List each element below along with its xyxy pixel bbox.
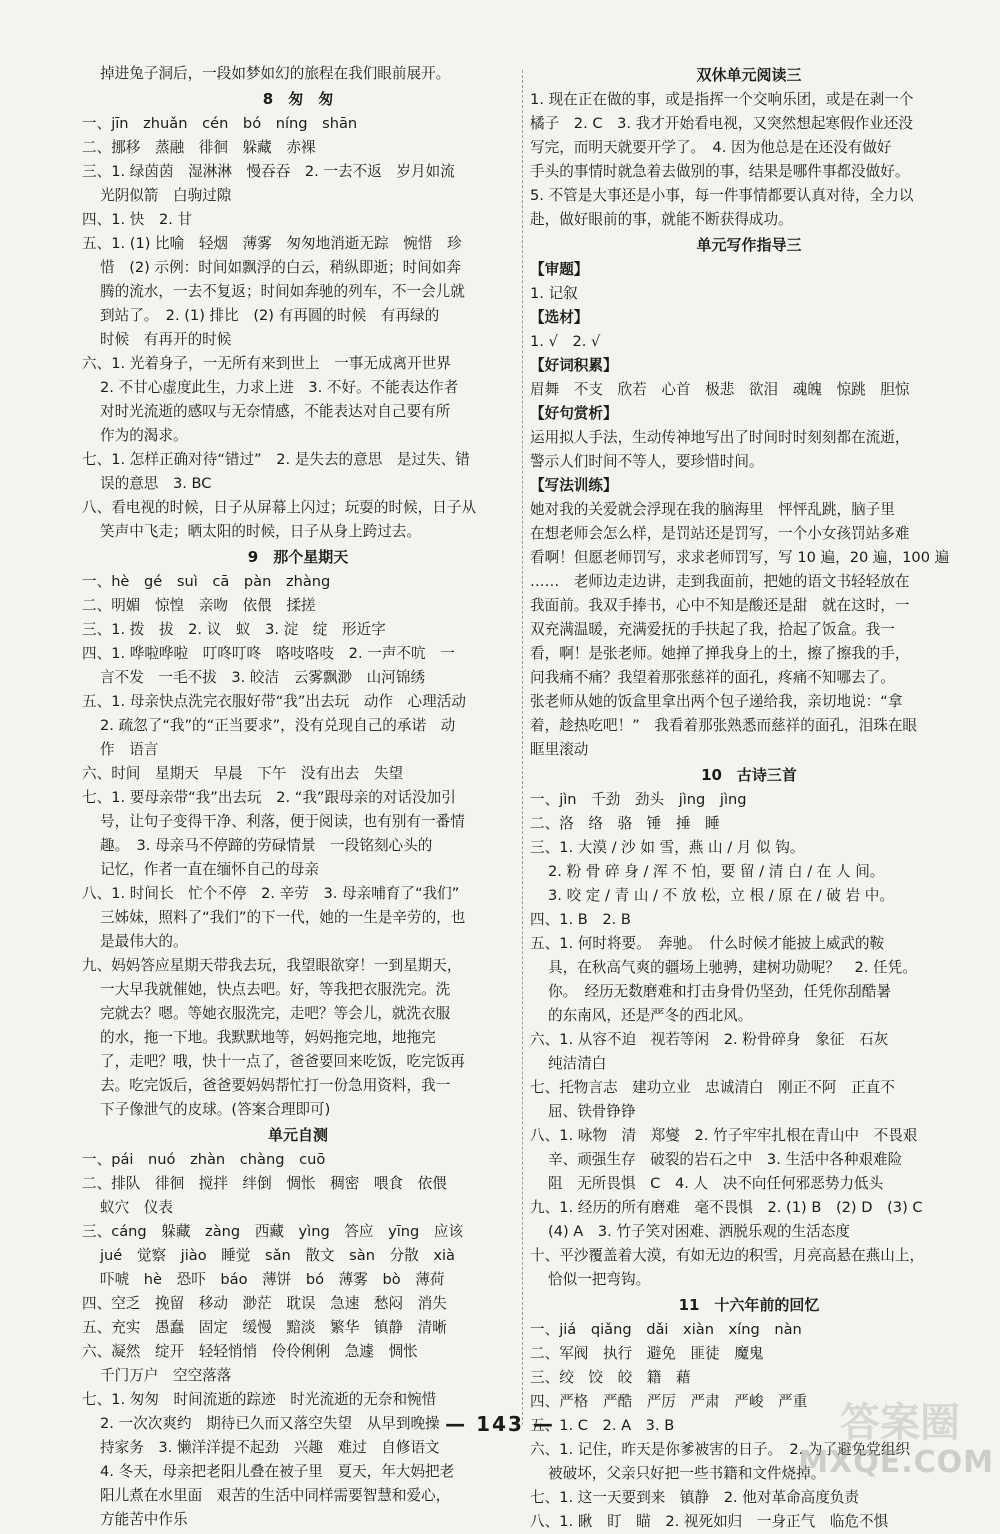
answer-line: 七、1. 怎样正确对待“错过” 2. 是失去的意思 是过失、错 bbox=[82, 451, 470, 468]
answer-line: 千门万户 空空落落 bbox=[100, 1367, 232, 1384]
answer-line: 记忆，作者一直在缅怀自己的母亲 bbox=[100, 861, 319, 878]
section-title: 8 匆 匆 bbox=[262, 90, 334, 108]
answer-line: 的水，拖一下地。我默默地等，妈妈拖完地，地拖完 bbox=[100, 1029, 436, 1046]
column-divider bbox=[522, 70, 523, 1425]
answer-line: 5. 不管是大事还是小事，每一件事情都要认真对待，全力以 bbox=[530, 187, 914, 204]
answer-line: 完就去？嗯。等她衣服洗完，走吧？等会儿，就洗衣服 bbox=[100, 1005, 451, 1022]
answer-line: 时候 有再开的时候 bbox=[100, 331, 232, 348]
answer-line: 蚁穴 仪表 bbox=[100, 1199, 173, 1216]
answer-line: 四、空乏 挽留 移动 渺茫 耽误 急速 愁闷 消失 bbox=[82, 1295, 447, 1312]
answer-line: 四、严格 严酷 严厉 严肃 严峻 严重 bbox=[530, 1393, 808, 1410]
answer-line: 橘子 2. C 3. 我才开始看电视，又突然想起寒假作业还没 bbox=[530, 115, 913, 132]
answer-line: 三、1. 拨 拔 2. 议 蚁 3. 淀 绽 形近字 bbox=[82, 621, 386, 638]
page-number: — 143 — bbox=[445, 1412, 555, 1436]
answer-line: 六、1. 光着身子，一无所有来到世上 一事无成离开世界 bbox=[82, 355, 451, 372]
answer-line: 看啊！但愿老师罚写，求求老师罚写，写 10 遍，20 遍，100 遍 bbox=[530, 549, 950, 566]
subsection-label: 【选材】 bbox=[530, 309, 589, 326]
answer-line: 她对我的关爱就会浮现在我的脑海里 怦怦乱跳，脑子里 bbox=[530, 501, 895, 518]
answer-line: 下子像泄气的皮球。(答案合理即可) bbox=[100, 1101, 331, 1118]
section-title: 单元自测 bbox=[267, 1126, 328, 1144]
answer-line: 一、jīn zhuǎn cén bó níng shān bbox=[82, 115, 358, 132]
answer-line: 五、1. C 2. A 3. B bbox=[530, 1417, 675, 1434]
answer-line: 一、hè gé suì cā pàn zhàng bbox=[82, 573, 331, 590]
answer-line: …… 老师边走边讲，走到我面前，把她的语文书轻轻放在 bbox=[530, 573, 910, 590]
answer-line: 六、凝然 绽开 轻轻悄悄 伶伶俐俐 急遽 惆怅 bbox=[82, 1343, 418, 1360]
answer-line: 光阴似箭 白驹过隙 bbox=[100, 187, 232, 204]
answer-line: 一、jiá qiǎng dǎi xiàn xíng nàn bbox=[530, 1321, 802, 1338]
answer-line: 掉进兔子洞后，一段如梦如幻的旅程在我们眼前展开。 bbox=[100, 65, 451, 82]
answer-line: 八、1. 时间长 忙个不停 2. 辛劳 3. 母亲哺育了“我们” bbox=[82, 885, 460, 902]
answer-line: 三、1. 大漠 / 沙 如 雪，燕 山 / 月 似 钩。 bbox=[530, 839, 805, 856]
answer-line: 七、托物言志 建功立业 忠诚清白 刚正不阿 正直不 bbox=[530, 1079, 895, 1096]
answer-line: 五、充实 愚蠢 固定 缓慢 黯淡 繁华 镇静 清晰 bbox=[82, 1319, 447, 1336]
answer-line: 眉舞 不支 欣若 心首 极悲 欲泪 魂魄 惊跳 胆惊 bbox=[530, 381, 910, 398]
answer-line: 六、时间 星期天 早晨 下午 没有出去 失望 bbox=[82, 765, 404, 782]
answer-line: 一大早我就催她，快点去吧。好，等我把衣服洗完。洗 bbox=[100, 981, 451, 998]
answer-line: 屈、铁骨铮铮 bbox=[548, 1103, 636, 1120]
answer-line: 趣。 3. 母亲马不停蹄的劳碌情景 一段铭刻心头的 bbox=[100, 837, 433, 854]
answer-line: (4) A 3. 竹子笑对困难、洒脱乐观的生活态度 bbox=[548, 1223, 850, 1240]
answer-line: 阳儿煮在水里面 艰苦的生活中同样需要智慧和爱心， bbox=[100, 1487, 451, 1504]
answer-line: 作为的渴求。 bbox=[100, 427, 188, 444]
right-column bbox=[530, 62, 968, 1534]
answer-line: 运用拟人手法，生动传神地写出了时间时时刻刻都在流逝， bbox=[530, 429, 910, 446]
answer-line: 看，啊！是张老师。她掸了掸我身上的土，擦了擦我的手， bbox=[530, 645, 910, 662]
watermark-logo: 答案圈 bbox=[840, 1400, 960, 1446]
answer-line: 九、妈妈答应星期天带我去玩，我望眼欲穿！一到星期天， bbox=[82, 957, 462, 974]
answer-line: 着，趁热吃吧！” 我看着那张熟悉而慈祥的面孔，泪珠在眼 bbox=[530, 717, 918, 734]
answer-line: 1. 现在正在做的事，或是指挥一个交响乐团，或是在剥一个 bbox=[530, 91, 914, 108]
answer-line: 恰似一把弯钩。 bbox=[548, 1271, 651, 1288]
subsection-label: 【审题】 bbox=[530, 261, 589, 278]
answer-line: 问我痛不痛？我望着那张慈祥的面孔，疼痛不知哪去了。 bbox=[530, 669, 895, 686]
section-title: 双休单元阅读三 bbox=[696, 66, 802, 84]
answer-line: 号，让句子变得干净、利落，便于阅读，也有别有一番情 bbox=[100, 813, 465, 830]
answer-line: 二、军阀 执行 避免 匪徒 魔鬼 bbox=[530, 1345, 764, 1362]
answer-line: 手头的事情时就急着去做别的事，结果是哪件事都没做好。 bbox=[530, 163, 910, 180]
answer-line: 笑声中飞走；晒太阳的时候，日子从身上跨过去。 bbox=[100, 523, 422, 540]
answer-line: 四、1. 快 2. 甘 bbox=[82, 211, 193, 228]
answer-line: 一、pái nuó zhàn chàng cuō bbox=[82, 1151, 326, 1168]
answer-line: 你。 经历无数磨难和打击身骨仍坚劲，任凭你刮酷暑 bbox=[548, 983, 891, 1000]
answer-line: 被破坏，父亲只好把一些书籍和文件烧掉。 bbox=[548, 1465, 826, 1482]
answer-line: 二、排队 徘徊 搅拌 绊倒 惆怅 稠密 喂食 依偎 bbox=[82, 1175, 447, 1192]
answer-line: 3. 咬 定 / 青 山 / 不 放 松，立 根 / 原 在 / 破 岩 中。 bbox=[548, 887, 894, 904]
answer-line: 八、1. 咏物 清 郑燮 2. 竹子牢牢扎根在青山中 不畏艰 bbox=[530, 1127, 918, 1144]
answer-line: jué 觉察 jiào 睡觉 sǎn 散文 sàn 分散 xià bbox=[100, 1247, 455, 1264]
answer-line: 双充满温暖，充满爱抚的手扶起了我，拾起了饭盒。我一 bbox=[530, 621, 895, 638]
answer-line: 的东南风，还是严冬的西北风。 bbox=[548, 1007, 753, 1024]
answer-line: 对时光流逝的感叹与无奈情感，不能表达对自己要有所 bbox=[100, 403, 451, 420]
subsection-label: 【好词积累】 bbox=[530, 357, 618, 374]
answer-line: 四、1. 哗啦哗啦 叮咚叮咚 咯吱咯吱 2. 一声不吭 一 bbox=[82, 645, 455, 662]
answer-line: 赴，做好眼前的事，就能不断获得成功。 bbox=[530, 211, 793, 228]
answer-line: 三、cáng 躲藏 zàng 西藏 yìng 答应 yīng 应该 bbox=[82, 1223, 464, 1240]
answer-line: 八、1. 瞅 盯 瞄 2. 视死如归 一身正气 临危不惧 bbox=[530, 1513, 889, 1530]
answer-line: 惜 (2) 示例：时间如飘浮的白云，稍纵即逝；时间如奔 bbox=[100, 259, 461, 276]
answer-line: 在想老师会怎么样，是罚站还是罚写，一个小女孩罚站多难 bbox=[530, 525, 910, 542]
answer-line: 十、平沙覆盖着大漠，有如无边的积雪，月亮高悬在燕山上， bbox=[530, 1247, 925, 1264]
answer-line: 1. √ 2. √ bbox=[530, 333, 601, 350]
section-title: 10 古诗三首 bbox=[701, 766, 797, 784]
answer-line: 2. 粉 骨 碎 身 / 浑 不 怕，要 留 / 清 白 / 在 人 间。 bbox=[548, 863, 885, 880]
left-column bbox=[82, 62, 514, 1532]
answer-line: 三、绞 饺 皎 籍 藉 bbox=[530, 1369, 691, 1386]
answer-line: 七、1. 这一天要到来 镇静 2. 他对革命高度负责 bbox=[530, 1489, 860, 1506]
answer-line: 眶里滚动 bbox=[530, 741, 589, 758]
answer-line: 七、1. 要母亲带“我”出去玩 2. “我”跟母亲的对话没加引 bbox=[82, 789, 456, 806]
answer-line: 写完，而明天就要开学了。 4. 因为他总是在还没有做好 bbox=[530, 139, 892, 156]
answer-line: 去。吃完饭后，爸爸要妈妈帮忙打一份急用资料，我一 bbox=[100, 1077, 451, 1094]
answer-line: 二、挪移 蒸融 徘徊 躲藏 赤裸 bbox=[82, 139, 316, 156]
answer-line: 三姊妹，照料了“我们”的下一代，她的一生是辛劳的，也 bbox=[100, 909, 466, 926]
answer-line: 五、1. 何时将要。 奔驰。 什么时候才能披上威武的鞍 bbox=[530, 935, 885, 952]
answer-line: 4. 冬天，母亲把老阳儿叠在被子里 夏天，年大妈把老 bbox=[100, 1463, 455, 1480]
answer-line: 辛、顽强生存 破裂的岩石之中 3. 生活中各种艰难险 bbox=[548, 1151, 903, 1168]
answer-line: 纯洁清白 bbox=[548, 1055, 607, 1072]
answer-line: 2. 不甘心虚度此生，力求上进 3. 不好。不能表达作者 bbox=[100, 379, 459, 396]
section-title: 9 那个星期天 bbox=[247, 548, 349, 566]
subsection-label: 【好句赏析】 bbox=[530, 405, 618, 422]
answer-line: 到站了。 2. (1) 排比 (2) 有再圆的时候 有再绿的 bbox=[100, 307, 440, 324]
answer-line: 警示人们时间不等人，要珍惜时间。 bbox=[530, 453, 764, 470]
answer-line: 一、jìn 千劲 劲头 jìng jìng bbox=[530, 791, 747, 808]
answer-line: 二、明媚 惊惶 亲吻 依偎 揉搓 bbox=[82, 597, 316, 614]
answer-line: 了，走吧？哦，快十一点了，爸爸要回来吃饭，吃完饭再 bbox=[100, 1053, 465, 1070]
answer-line: 四、1. B 2. B bbox=[530, 911, 631, 928]
subsection-label: 【写法训练】 bbox=[530, 477, 618, 494]
answer-line: 七、1. 匆匆 时间流逝的踪迹 时光流逝的无奈和惋惜 bbox=[82, 1391, 437, 1408]
answer-line: 六、1. 记住，昨天是你爹被害的日子。 2. 为了避免党组织 bbox=[530, 1441, 911, 1458]
answer-line: 言不发 一毛不拔 3. 皎洁 云雾飘渺 山河锦绣 bbox=[100, 669, 426, 686]
answer-line: 2. 疏忽了“我”的“正当要求”，没有兑现自己的承诺 动 bbox=[100, 717, 456, 734]
answer-line: 我面前。我双手捧书，心中不知是酸还是甜 就在这时，一 bbox=[530, 597, 910, 614]
section-title: 11 十六年前的回忆 bbox=[678, 1296, 820, 1314]
section-title: 单元写作指导三 bbox=[696, 236, 802, 254]
answer-line: 二、洛 络 骆 锤 捶 睡 bbox=[530, 815, 720, 832]
answer-line: 五、1. (1) 比喻 轻烟 薄雾 匆匆地消逝无踪 惋惜 珍 bbox=[82, 235, 462, 252]
answer-line: 张老师从她的饭盒里拿出两个包子递给我，亲切地说：“拿 bbox=[530, 693, 903, 710]
answer-line: 具，在秋高气爽的疆场上驰骋，建树功勋呢？ 2. 任凭。 bbox=[548, 959, 917, 976]
answer-line: 六、1. 从容不迫 视若等闲 2. 粉骨碎身 象征 石灰 bbox=[530, 1031, 889, 1048]
answer-line: 八、看电视的时候，日子从屏幕上闪过；玩耍的时候，日子从 bbox=[82, 499, 477, 516]
answer-line: 阻 无所畏惧 C 4. 人 决不向任何邪恶势力低头 bbox=[548, 1175, 884, 1192]
answer-line: 九、1. 经历的所有磨难 毫不畏惧 2. (1) B (2) D (3) C bbox=[530, 1199, 923, 1216]
answer-line: 1. 记叙 bbox=[530, 285, 578, 302]
answer-line: 吓唬 hè 恐吓 báo 薄饼 bó 薄雾 bò 薄荷 bbox=[100, 1271, 445, 1288]
answer-line: 误的意思 3. BC bbox=[100, 475, 212, 492]
answer-line: 是最伟大的。 bbox=[100, 933, 188, 950]
answer-line: 方能苦中作乐 bbox=[100, 1511, 188, 1528]
answer-line: 作 语言 bbox=[100, 741, 159, 758]
answer-line: 腾的流水，一去不复返；时间如奔驰的列车，不一会儿就 bbox=[100, 283, 465, 300]
answer-line: 持家务 3. 懒洋洋提不起劲 兴趣 难过 自修语文 bbox=[100, 1439, 440, 1456]
answer-line: 五、1. 母亲快点洗完衣服好带“我”出去玩 动作 心理活动 bbox=[82, 693, 466, 710]
answer-line: 2. 一次次爽约 期待已久而又落空失望 从早到晚操 bbox=[100, 1415, 440, 1432]
answer-line: 三、1. 绿茵茵 湿淋淋 慢吞吞 2. 一去不返 岁月如流 bbox=[82, 163, 455, 180]
watermark-text: MXQE.COM bbox=[798, 1445, 994, 1480]
